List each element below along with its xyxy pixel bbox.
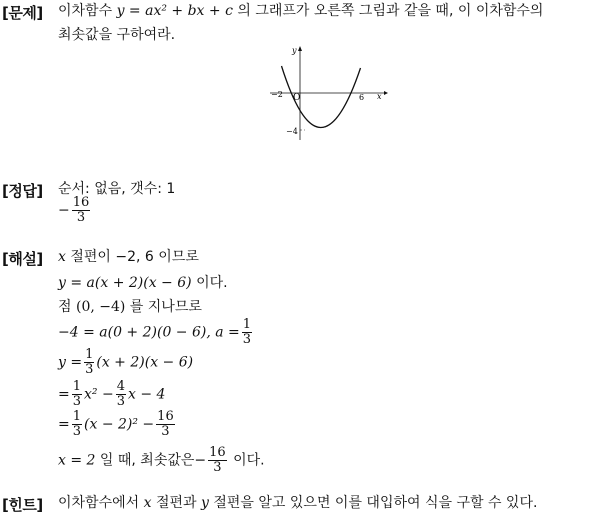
solution-7-den2: 3	[156, 424, 175, 439]
solution-text-1: 절편이 −2, 6 이므로	[70, 249, 199, 265]
answer-value	[58, 196, 92, 225]
solution-5-num: 1	[85, 347, 94, 362]
solution-tail-2: 이다.	[196, 275, 228, 291]
solution-text-3b: 를 지나므로	[129, 299, 202, 315]
y-axis-label: y	[292, 46, 297, 55]
parabola-graph	[265, 44, 390, 144]
solution-line-8	[58, 446, 265, 475]
x-axis-label: x	[377, 92, 382, 101]
tick-label-neg4: −4	[286, 127, 298, 136]
solution-line-5	[58, 348, 193, 377]
solution-8-num: 16	[209, 445, 226, 460]
solution-7-mid: (x − 2)² −	[84, 416, 155, 433]
solution-4-den: 3	[242, 332, 252, 347]
solution-line-2	[58, 274, 228, 292]
tick-label-6: 6	[359, 93, 365, 102]
answer-line-1: 순서: 없음, 갯수: 1	[58, 181, 176, 197]
answer-label: [정답]	[2, 182, 43, 200]
solution-6-mid: x² −	[84, 386, 114, 403]
solution-text-3a: 점	[58, 299, 72, 315]
problem-line-2: 최솟값을 구하여라.	[58, 27, 176, 43]
solution-line-7	[58, 410, 177, 439]
solution-eq-4: −4 = a(0 + 2)(0 − 6), a =	[58, 324, 240, 341]
solution-label: [해설]	[2, 250, 43, 268]
solution-7-den1: 3	[72, 424, 82, 439]
solution-5-den: 3	[85, 362, 94, 377]
solution-4-num: 1	[242, 317, 252, 332]
problem-text-a: 이차함수	[58, 3, 113, 19]
problem-line-1	[58, 2, 543, 20]
solution-8-text: 일 때, 최솟값은−	[99, 452, 207, 469]
solution-6-num1: 1	[72, 379, 82, 394]
solution-point: (0, −4)	[75, 299, 126, 315]
solution-6-den1: 3	[72, 394, 82, 409]
solution-8-den: 3	[208, 460, 227, 475]
hint-text-b: 절편과	[155, 495, 197, 511]
solution-6-end: x − 4	[128, 386, 166, 403]
hint-var-x: x	[143, 495, 152, 511]
solution-line-6	[58, 380, 165, 409]
answer-numerator: 16	[72, 195, 90, 210]
problem-equation: y = ax² + bx + c	[116, 3, 233, 19]
hint-text-c: 절편을 알고 있으면 이를 대입하여 식을 구할 수 있다.	[213, 495, 538, 511]
solution-7-num2: 16	[157, 409, 174, 424]
solution-var-x: x	[58, 249, 66, 265]
problem-text-b: 의 그래프가 오른쪽 그림과 같을 때, 이 이차함수의	[237, 3, 544, 19]
solution-eq-5-rhs: (x + 2)(x − 6)	[96, 354, 194, 371]
solution-6-den2: 3	[116, 394, 125, 409]
solution-eq-5-lhs: y =	[58, 354, 83, 371]
hint-text-a: 이차함수에서	[58, 495, 140, 511]
solution-6-num2: 4	[116, 379, 125, 394]
origin-label: O	[293, 93, 301, 103]
solution-7-num1: 1	[72, 409, 82, 424]
solution-line-1	[58, 248, 199, 266]
problem-label: [문제]	[2, 4, 43, 22]
solution-8-cond: x = 2	[58, 452, 96, 469]
answer-denominator: 3	[72, 210, 91, 225]
answer-sign: −	[58, 202, 70, 219]
solution-7-eq: =	[58, 416, 70, 433]
x-axis-arrow	[384, 91, 388, 95]
solution-8-tail: 이다.	[233, 452, 265, 469]
solution-eq-2: y = a(x + 2)(x − 6)	[58, 275, 192, 291]
y-axis-arrow	[298, 46, 302, 51]
hint-var-y: y	[201, 495, 209, 511]
tick-label-neg2: −2	[271, 90, 283, 99]
solution-line-4	[58, 318, 254, 347]
solution-line-3	[58, 298, 202, 316]
hint-line	[58, 494, 537, 512]
solution-6-eq: =	[58, 386, 70, 403]
hint-label: [힌트]	[2, 496, 43, 514]
